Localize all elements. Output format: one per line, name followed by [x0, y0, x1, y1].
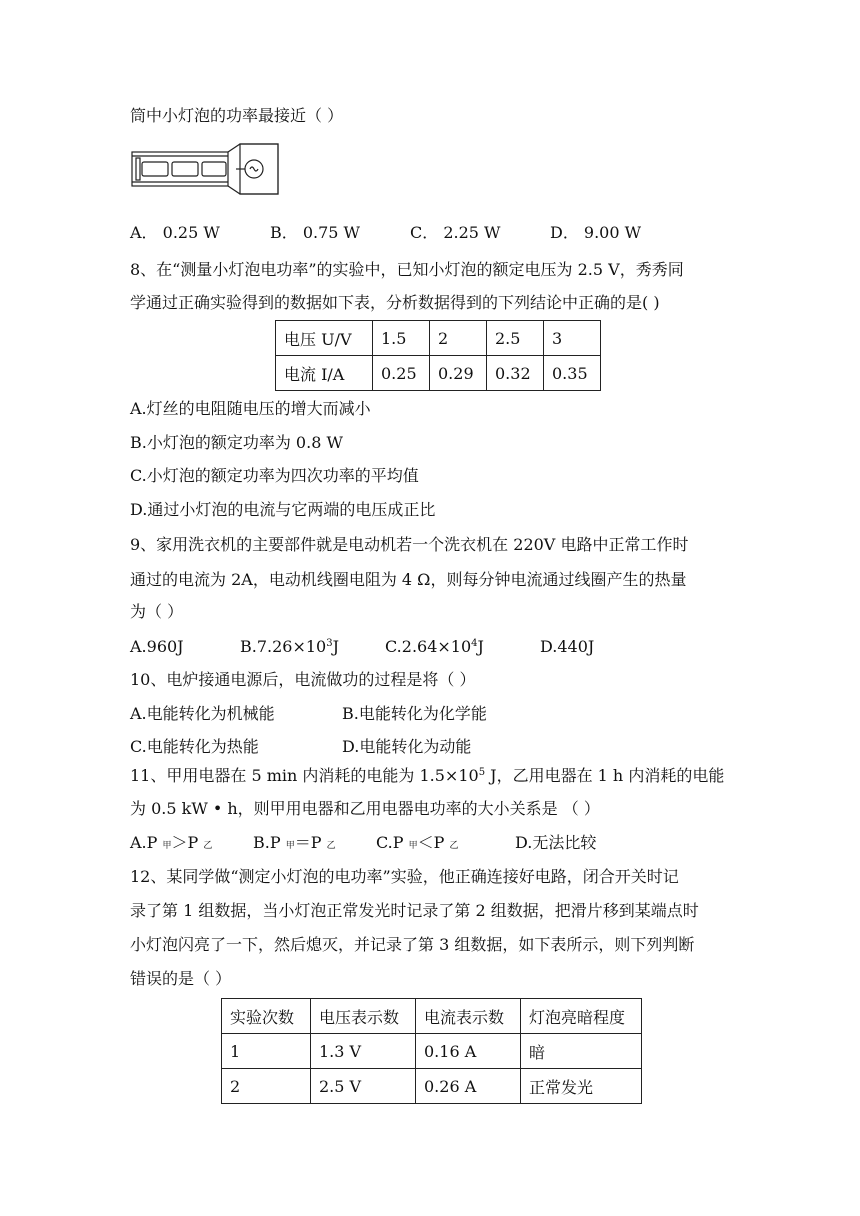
q7-option-d[interactable]: D． 9.00 W: [550, 223, 642, 242]
q11-stem-line2: 为 0.5 kW • h，则甲用电器和乙用电器电功率的大小关系是 （ ）: [130, 799, 600, 818]
q11-option-a[interactable]: [130, 832, 212, 857]
q9-option-b[interactable]: [240, 636, 339, 658]
table-row: [276, 356, 601, 391]
q8-option-c[interactable]: C.小灯泡的额定功率为四次功率的平均值: [130, 466, 419, 485]
table-cell: 正常发光: [521, 1069, 642, 1104]
table-cell: 电流 I/A: [276, 356, 373, 391]
table-cell: 电流表示数: [416, 999, 521, 1034]
q11-option-d[interactable]: D.无法比较: [515, 833, 597, 852]
q7-stem-tail: 筒中小灯泡的功率最接近（ ）: [130, 106, 344, 125]
q10-option-a[interactable]: A.电能转化为机械能: [130, 704, 275, 723]
subscript-jia: 甲: [408, 841, 418, 851]
subscript-yi: 乙: [203, 841, 213, 851]
q11-option-b[interactable]: [253, 832, 336, 857]
table-cell: 电压表示数: [311, 999, 416, 1034]
q10-option-d[interactable]: D.电能转化为动能: [342, 737, 472, 756]
q9-option-d[interactable]: D.440J: [540, 637, 595, 656]
q9-stem-line2: 通过的电流为 2A，电动机线圈电阻为 4 Ω，则每分钟电流通过线圈产生的热量: [130, 570, 687, 589]
q10-stem: 10、电炉接通电源后，电流做功的过程是将（ ）: [130, 670, 476, 689]
q11-option-c-part: ＜P: [417, 833, 450, 852]
q10-option-b[interactable]: B.电能转化为化学能: [342, 704, 487, 723]
table-cell: 1: [222, 1034, 311, 1069]
q9-option-b-exponent: 3: [326, 638, 333, 649]
q11-option-b-part: ＝P: [294, 833, 327, 852]
q10-option-c[interactable]: C.电能转化为热能: [130, 737, 259, 756]
table-cell: 2.5 V: [311, 1069, 416, 1104]
q12-stem-line3: 小灯泡闪亮了一下，然后熄灭，并记录了第 3 组数据，如下表所示，则下列判断: [130, 935, 695, 954]
q7-option-c[interactable]: C． 2.25 W: [410, 223, 501, 242]
table-row: [276, 321, 601, 356]
q11-stem-line1-start: 11、甲用电器在 5 min 内消耗的电能为 1.5×10: [130, 766, 479, 785]
table-cell: 0.29: [430, 356, 487, 391]
table-cell: 0.32: [487, 356, 544, 391]
q8-option-b[interactable]: B.小灯泡的额定功率为 0.8 W: [130, 433, 343, 452]
table-cell: 实验次数: [222, 999, 311, 1034]
subscript-yi: 乙: [326, 841, 336, 851]
subscript-yi: 乙: [449, 841, 459, 851]
q11-stem-line1: [130, 765, 724, 787]
table-cell: 2: [430, 321, 487, 356]
q11-option-a-part: A.P: [130, 833, 163, 852]
subscript-jia: 甲: [285, 841, 295, 851]
q12-data-table: [221, 998, 642, 1104]
q7-option-a[interactable]: A． 0.25 W: [130, 223, 220, 242]
table-cell: 1.3 V: [311, 1034, 416, 1069]
q9-option-c[interactable]: [385, 636, 484, 658]
table-cell: 电压 U/V: [276, 321, 373, 356]
q11-stem-exponent: 5: [478, 767, 486, 778]
q7-option-b[interactable]: B． 0.75 W: [270, 223, 361, 242]
flashlight-diagram: [130, 142, 290, 196]
q9-stem-line3: 为（ ）: [130, 602, 184, 621]
table-cell: 2: [222, 1069, 311, 1104]
q8-option-a[interactable]: A.灯丝的电阻随电压的增大而减小: [130, 399, 371, 418]
table-cell: 暗: [521, 1034, 642, 1069]
q8-option-d[interactable]: D.通过小灯泡的电流与它两端的电压成正比: [130, 500, 436, 519]
q8-stem-line1: 8、在“测量小灯泡电功率”的实验中，已知小灯泡的额定电压为 2.5 V，秀秀同: [130, 260, 684, 279]
q9-option-b-unit: J: [332, 637, 340, 656]
q9-option-c-unit: J: [477, 637, 484, 656]
q11-option-c[interactable]: [376, 832, 459, 857]
q12-stem-line2: 录了第 1 组数据，当小灯泡正常发光时记录了第 2 组数据，把滑片移到某端点时: [130, 901, 699, 920]
q12-stem-line1: 12、某同学做“测定小灯泡的电功率”实验，他正确连接好电路，闭合开关时记: [130, 867, 679, 886]
q9-option-c-base: C.2.64×10: [385, 637, 472, 656]
q8-stem-line2: 学通过正确实验得到的数据如下表，分析数据得到的下列结论中正确的是( ): [130, 293, 660, 312]
q12-stem-line4: 错误的是（ ）: [130, 969, 232, 988]
q9-option-c-exponent: 4: [471, 638, 478, 649]
table-cell: 3: [544, 321, 601, 356]
q8-data-table: [275, 320, 601, 391]
q9-stem-line1: 9、家用洗衣机的主要部件就是电动机若一个洗衣机在 220V 电路中正常工作时: [130, 535, 689, 554]
table-cell: 0.25: [373, 356, 430, 391]
q9-option-b-base: B.7.26×10: [240, 637, 327, 656]
q9-option-a[interactable]: A.960J: [130, 637, 184, 656]
q11-option-c-part: C.P: [376, 833, 409, 852]
table-row: [222, 1069, 642, 1104]
subscript-jia: 甲: [162, 841, 172, 851]
table-cell: 0.26 A: [416, 1069, 521, 1104]
table-cell: 灯泡亮暗程度: [521, 999, 642, 1034]
table-cell: 0.16 A: [416, 1034, 521, 1069]
q11-option-a-part: ＞P: [171, 833, 204, 852]
q11-option-b-part: B.P: [253, 833, 286, 852]
table-cell: 0.35: [544, 356, 601, 391]
table-row: [222, 1034, 642, 1069]
table-cell: 2.5: [487, 321, 544, 356]
q11-stem-line1-end: J，乙用电器在 1 h 内消耗的电能: [485, 766, 725, 785]
table-row: [222, 999, 642, 1034]
table-cell: 1.5: [373, 321, 430, 356]
